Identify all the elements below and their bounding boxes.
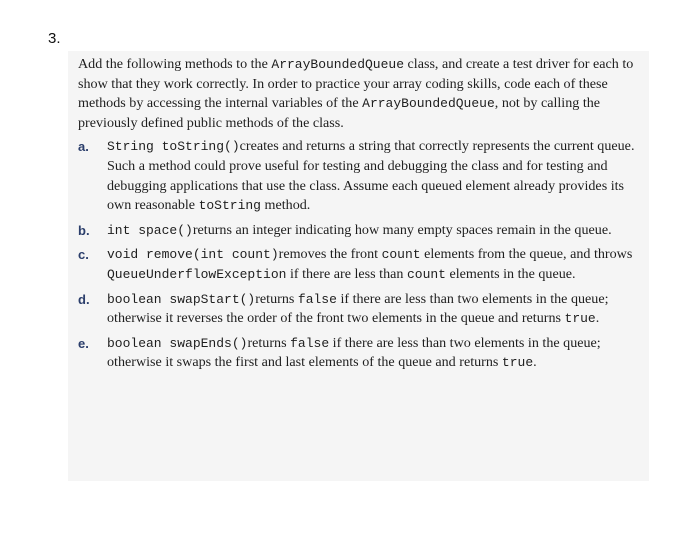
item-text: . xyxy=(533,354,537,371)
inline-code: false xyxy=(297,291,337,307)
item-letter: e. xyxy=(78,335,89,351)
question-intro xyxy=(78,55,646,133)
item-body xyxy=(107,221,646,241)
class-name-code: ArrayBoundedQueue xyxy=(271,57,405,72)
item-letter: b. xyxy=(78,222,90,238)
item-letter: c. xyxy=(78,247,89,263)
list-item-e xyxy=(78,334,646,373)
item-text: creates and returns a string that correctly represents the current queue. Such a method could prove useful for testing and debugging the class and for testing and debugging applications that use the class. Assume each queued element already provides its own reasonable xyxy=(107,138,635,214)
method-signature: int space() xyxy=(107,222,193,238)
inline-code: true xyxy=(501,355,534,371)
item-body xyxy=(107,137,646,215)
method-signature: String toString() xyxy=(107,139,240,155)
item-text: elements in the queue. xyxy=(445,265,576,282)
method-signature: boolean swapStart() xyxy=(107,291,256,307)
inline-code: QueueUnderflowException xyxy=(107,266,287,282)
inline-code: toString xyxy=(198,198,261,214)
intro-text-3: , not by calling the previously defined public methods of the class. xyxy=(78,95,601,131)
item-body xyxy=(107,245,646,284)
item-text: elements from the queue, and throws xyxy=(420,246,633,263)
item-text: returns xyxy=(247,334,291,351)
item-letter: d. xyxy=(78,291,90,307)
item-text: if there are less than two elements in the queue; otherwise it reverses the order of the front two elements in the queue and returns xyxy=(107,290,609,327)
list-item-b xyxy=(78,221,646,241)
class-name-code-2: ArrayBoundedQueue xyxy=(362,96,495,112)
intro-text-2: class, and create a test driver for each to show that they work correctly. In order to practice your array coding skills, code each of these methods by accessing the internal variables of the xyxy=(78,56,634,112)
item-text: returns an integer indicating how many empty spaces remain in the queue. xyxy=(192,221,612,238)
item-body xyxy=(107,334,646,373)
item-body xyxy=(107,290,646,329)
list-item-a xyxy=(78,137,646,215)
inline-code: count xyxy=(381,247,421,263)
item-text: if there are less than two elements in the queue; otherwise it swaps the first and last elements of the queue and returns xyxy=(107,334,601,371)
inline-code: false xyxy=(290,335,330,351)
method-signature: void remove(int count) xyxy=(107,247,279,263)
question-content xyxy=(78,55,646,378)
intro-text-1: Add the following methods to the xyxy=(78,56,272,72)
item-text: method. xyxy=(261,197,311,214)
item-letter: a. xyxy=(78,139,89,155)
inline-code: true xyxy=(564,311,596,327)
item-text: removes the front xyxy=(278,246,382,263)
list-item-d xyxy=(78,290,646,329)
list-item-c xyxy=(78,245,646,284)
question-number: 3. xyxy=(48,30,61,47)
item-text: returns xyxy=(255,290,298,307)
method-signature: boolean swapEnds() xyxy=(107,335,248,351)
inline-code: count xyxy=(406,266,446,282)
item-text: if there are less than xyxy=(286,265,407,282)
item-text: . xyxy=(595,310,600,327)
